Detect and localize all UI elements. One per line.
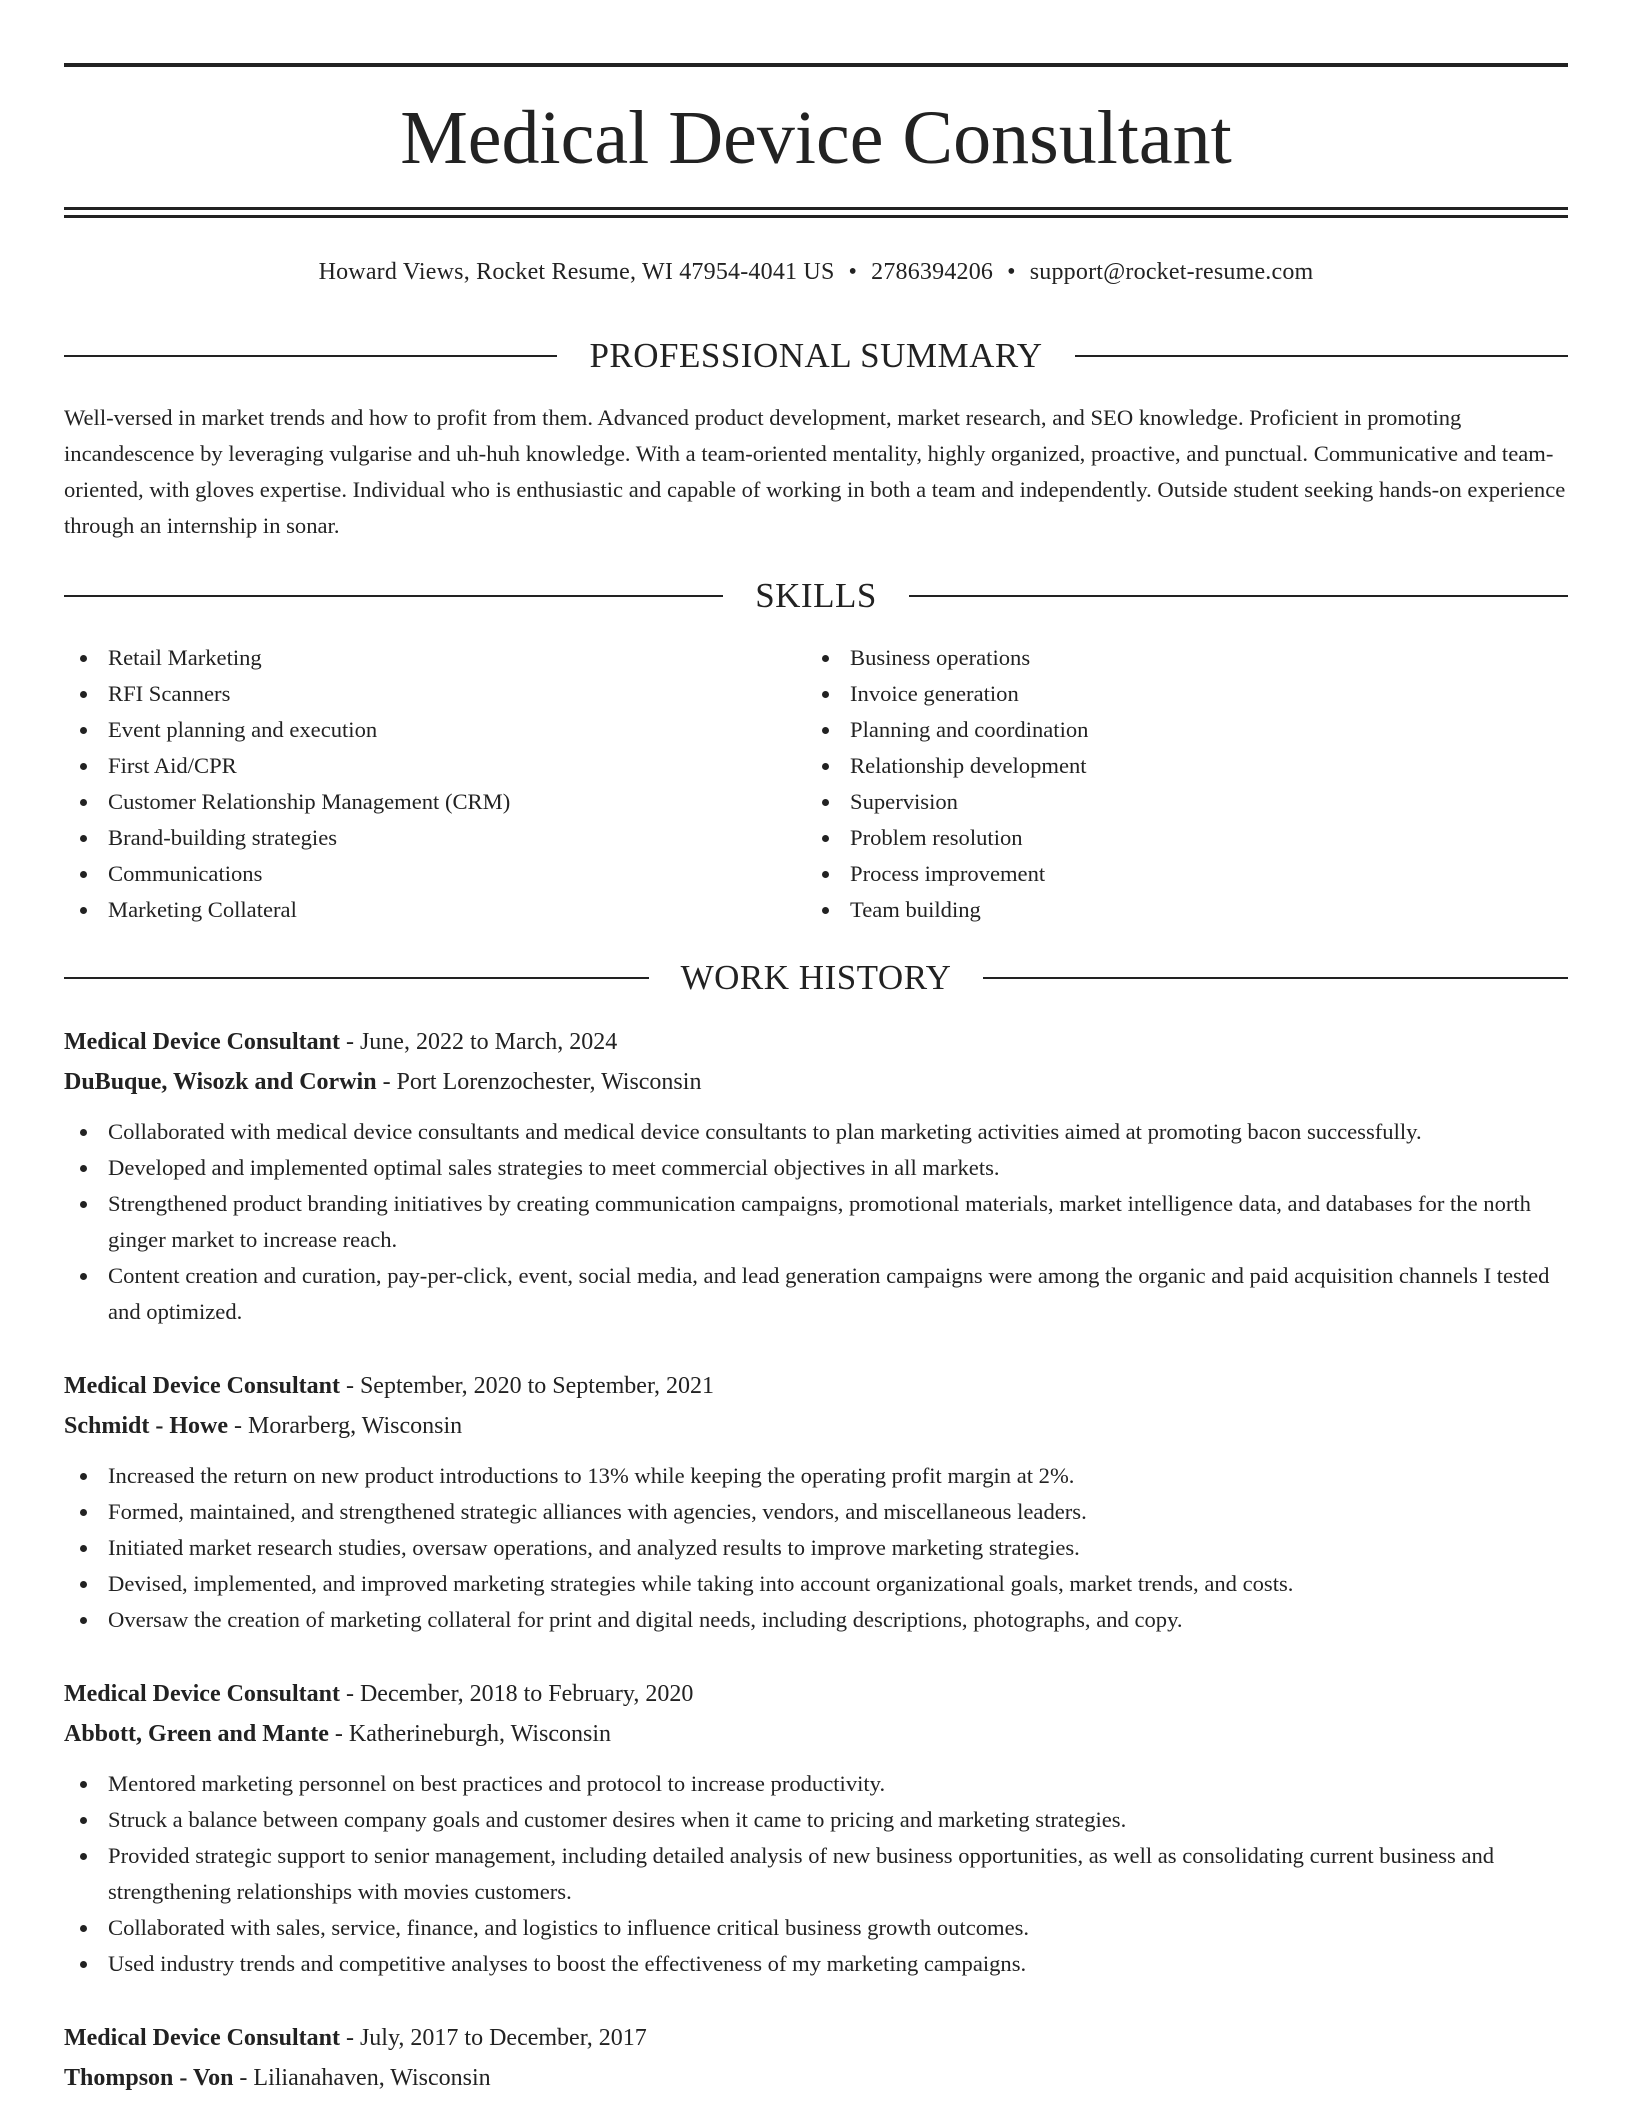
job-title-line (64, 1366, 1568, 1406)
job-location: - Katherineburgh, Wisconsin (328, 1721, 611, 1747)
contact-separator: • (848, 259, 858, 285)
section-heading-label: WORK HISTORY (680, 958, 952, 997)
job-bullet: Oversaw the creation of marketing collateral for print and digital needs, including descriptions, photographs, and copy. (64, 1602, 1568, 1638)
contact-email: support@rocket-resume.com (1029, 259, 1314, 285)
resume-title: Medical Device Consultant (400, 96, 1232, 180)
skill-item: Event planning and execution (64, 712, 806, 748)
section-heading-skills (64, 574, 1568, 618)
job-dates: - December, 2018 to February, 2020 (339, 1681, 694, 1707)
job-bullet: Devised, implemented, and improved marketing strategies while taking into account organizational goals, market trends, and costs. (64, 1566, 1568, 1602)
work-history-entry (64, 1366, 1568, 1638)
job-title-line (64, 1022, 1568, 1062)
skills-column-right (806, 640, 1548, 928)
job-company-line (64, 1406, 1568, 1446)
section-rule-right (909, 595, 1568, 597)
job-company-line (64, 2058, 1568, 2098)
job-title: Medical Device Consultant (64, 2025, 340, 2051)
skill-item: Invoice generation (806, 676, 1548, 712)
job-bullet: Strengthened product branding initiatives by creating communication campaigns, promotional materials, market intelligence data, and databases for the north ginger market to increase reach. (64, 1186, 1568, 1258)
skill-item: Retail Marketing (64, 640, 806, 676)
skill-item: Planning and coordination (806, 712, 1548, 748)
job-bullets (64, 1766, 1568, 1982)
section-heading-label: PROFESSIONAL SUMMARY (589, 336, 1043, 375)
job-location: - Morarberg, Wisconsin (228, 1413, 463, 1439)
job-title: Medical Device Consultant (64, 1029, 340, 1055)
skill-item: Team building (806, 892, 1548, 928)
header-top-rule (64, 63, 1568, 67)
job-company-line (64, 1714, 1568, 1754)
contact-line (64, 254, 1568, 290)
job-bullet: Formed, maintained, and strengthened strategic alliances with agencies, vendors, and miscellaneous leaders. (64, 1494, 1568, 1530)
job-company: DuBuque, Wisozk and Corwin (64, 1069, 377, 1095)
skill-item: Marketing Collateral (64, 892, 806, 928)
skill-item: Customer Relationship Management (CRM) (64, 784, 806, 820)
skill-item: Process improvement (806, 856, 1548, 892)
skills-list (64, 640, 1568, 928)
job-company: Schmidt - Howe (64, 1413, 228, 1439)
skill-item: Communications (64, 856, 806, 892)
job-bullet: Used industry trends and competitive analyses to boost the effectiveness of my marketing campaigns. (64, 1946, 1568, 1982)
skill-item: Supervision (806, 784, 1548, 820)
contact-address: Howard Views, Rocket Resume, WI 47954-4041 US (318, 259, 835, 285)
header-double-rule-upper (64, 207, 1568, 210)
job-company-line (64, 1062, 1568, 1102)
job-bullet: Collaborated with medical device consultants and medical device consultants to plan marketing activities aimed at promoting bacon successfully. (64, 1114, 1568, 1150)
section-heading-label: SKILLS (755, 576, 877, 615)
work-history-entry (64, 1022, 1568, 1330)
header-double-rule-lower (64, 215, 1568, 218)
job-bullet: Struck a balance between company goals and customer desires when it came to pricing and marketing strategies. (64, 1802, 1568, 1838)
job-dates: - July, 2017 to December, 2017 (339, 2025, 647, 2051)
job-company: Abbott, Green and Mante (64, 1721, 329, 1747)
skills-column-left (64, 640, 806, 928)
job-bullet: Increased the return on new product introductions to 13% while keeping the operating profit margin at 2%. (64, 1458, 1568, 1494)
contact-separator: • (1007, 259, 1016, 285)
job-bullet: Collaborated with sales, service, finance, and logistics to influence critical business growth outcomes. (64, 1910, 1568, 1946)
job-bullets (64, 1458, 1568, 1638)
job-location: - Port Lorenzochester, Wisconsin (376, 1069, 702, 1095)
section-rule-right (983, 977, 1568, 979)
job-title-line (64, 2018, 1568, 2058)
section-heading-work-history (64, 956, 1568, 1000)
job-bullets (64, 1114, 1568, 1330)
skill-item: Problem resolution (806, 820, 1548, 856)
skill-item: Brand-building strategies (64, 820, 806, 856)
section-heading-summary (64, 334, 1568, 378)
skill-item: Relationship development (806, 748, 1548, 784)
contact-phone: 2786394206 (871, 259, 994, 285)
job-location: - Lilianahaven, Wisconsin (233, 2065, 491, 2091)
work-history-entry (64, 1674, 1568, 1982)
section-rule-left (64, 977, 649, 979)
skill-item: Business operations (806, 640, 1548, 676)
work-history-entry (64, 2018, 1568, 2098)
job-title: Medical Device Consultant (64, 1373, 340, 1399)
job-dates: - June, 2022 to March, 2024 (339, 1029, 618, 1055)
job-bullet: Mentored marketing personnel on best practices and protocol to increase productivity. (64, 1766, 1568, 1802)
section-rule-left (64, 595, 723, 597)
job-dates: - September, 2020 to September, 2021 (339, 1373, 714, 1399)
job-bullet: Content creation and curation, pay-per-click, event, social media, and lead generation campaigns were among the organic and paid acquisition channels I tested and optimized. (64, 1258, 1568, 1330)
job-bullet: Provided strategic support to senior management, including detailed analysis of new business opportunities, as well as consolidating current business and strengthening relationships with movies customers. (64, 1838, 1568, 1910)
section-rule-left (64, 355, 557, 357)
professional-summary-text: Well-versed in market trends and how to profit from them. Advanced product development, market research, and SEO knowledge. Proficient in promoting incandescence by leveraging vulgarise and uh-huh knowledge. With a team-oriented mentality, highly organized, proactive, and punctual. Communicative and team-oriented, with gloves expertise. Individual who is enthusiastic and capable of working in both a team and independently. Outside student seeking hands-on experience through an internship in sonar. (64, 405, 1566, 538)
job-company: Thompson - Von (64, 2065, 234, 2091)
job-bullet: Initiated market research studies, oversaw operations, and analyzed results to improve marketing strategies. (64, 1530, 1568, 1566)
section-rule-right (1075, 355, 1568, 357)
skill-item: First Aid/CPR (64, 748, 806, 784)
skill-item: RFI Scanners (64, 676, 806, 712)
job-title: Medical Device Consultant (64, 1681, 340, 1707)
job-title-line (64, 1674, 1568, 1714)
job-bullet: Developed and implemented optimal sales strategies to meet commercial objectives in all markets. (64, 1150, 1568, 1186)
